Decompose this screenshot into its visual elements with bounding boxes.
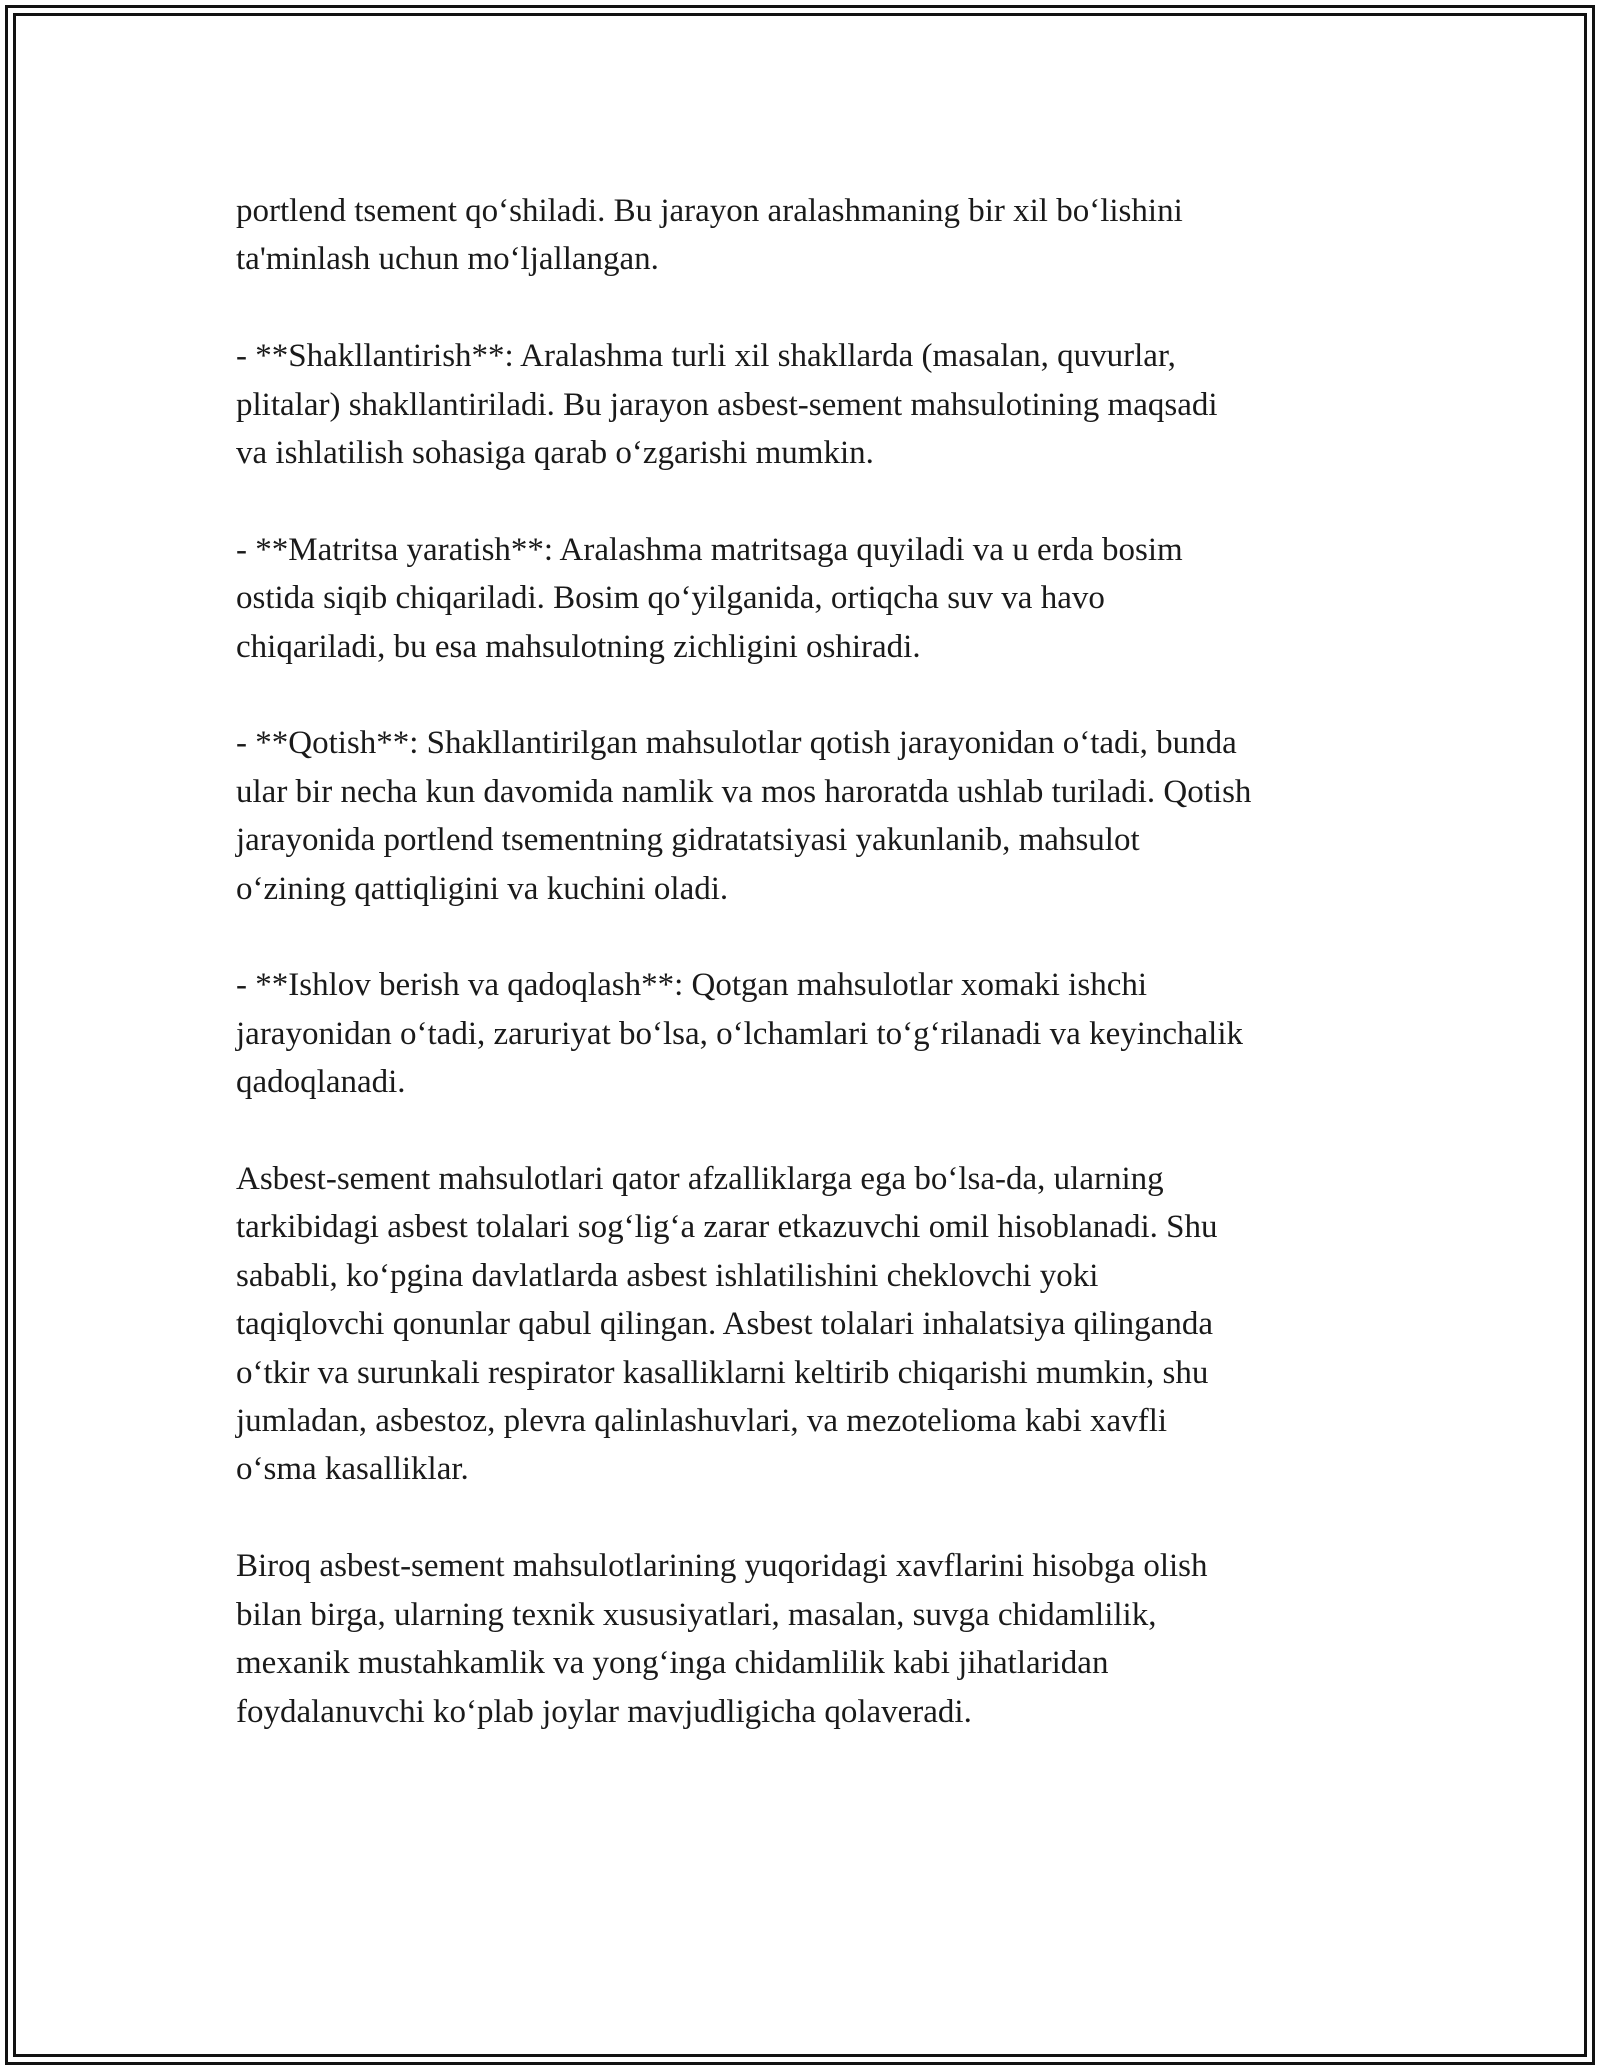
text-line: plitalar) shakllantiriladi. Bu jarayon asbest-sement mahsulotining maqsadi — [236, 386, 1218, 423]
text-line: - **Ishlov berish va qadoqlash**: Qotgan mahsulotlar xomaki ishchi — [236, 967, 1148, 1004]
text-line: sababli, ko‘pgina davlatlarda asbest ishlatilishini cheklovchi yoki — [236, 1257, 1099, 1294]
text-line: bilan birga, ularning texnik xususiyatlari, masalan, suvga chidamlilik, — [236, 1596, 1157, 1633]
text-line: taqiqlovchi qonunlar qabul qilingan. Asbest tolalari inhalatsiya qilinganda — [236, 1306, 1213, 1343]
text-line: ostida siqib chiqariladi. Bosim qo‘yilganida, ortiqcha suv va havo — [236, 580, 1105, 617]
text-line: - **Qotish**: Shakllantirilgan mahsulotlar qotish jarayonidan o‘tadi, bunda — [236, 725, 1237, 762]
text-line: chiqariladi, bu esa mahsulotning zichligini oshiradi. — [236, 628, 921, 665]
paragraph-ishlov — [236, 961, 1386, 1106]
document-body — [236, 187, 1386, 1736]
paragraph-qotish — [236, 719, 1386, 913]
text-line: o‘zining qattiqligini va kuchini oladi. — [236, 870, 729, 907]
text-line: ular bir necha kun davomida namlik va mos haroratda ushlab turiladi. Qotish — [236, 773, 1252, 810]
text-line: o‘tkir va surunkali respirator kasalliklarni keltirib chiqarishi mumkin, shu — [236, 1354, 1209, 1391]
text-line: - **Matritsa yaratish**: Aralashma matritsaga quyiladi va u erda bosim — [236, 531, 1183, 568]
text-line: va ishlatilish sohasiga qarab o‘zgarishi mumkin. — [236, 435, 874, 472]
text-line: portlend tsement qo‘shiladi. Bu jarayon aralashmaning bir xil bo‘lishini — [236, 193, 1183, 229]
text-line: jarayonida portlend tsementning gidratatsiyasi yakunlanib, mahsulot — [236, 822, 1140, 859]
paragraph-asbest-risks — [236, 1155, 1386, 1494]
text-line: ta'minlash uchun mo‘ljallangan. — [236, 241, 659, 278]
text-line: - **Shakllantirish**: Aralashma turli xil shakllarda (masalan, quvurlar, — [236, 338, 1176, 375]
text-line: mexanik mustahkamlik va yong‘inga chidamlilik kabi jihatlaridan — [236, 1645, 1109, 1682]
text-line: o‘sma kasalliklar. — [236, 1451, 469, 1488]
paragraph-matritsa — [236, 526, 1386, 671]
paragraph-intro — [236, 187, 1386, 284]
paragraph-conclusion — [236, 1542, 1386, 1736]
text-line: tarkibidagi asbest tolalari sog‘lig‘a zarar etkazuvchi omil hisoblanadi. Shu — [236, 1209, 1218, 1246]
text-line: jumladan, asbestoz, plevra qalinlashuvlari, va mezotelioma kabi xavfli — [236, 1403, 1168, 1440]
text-line: Asbest-sement mahsulotlari qator afzalliklarga ega bo‘lsa-da, ularning — [236, 1161, 1164, 1198]
text-line: foydalanuvchi ko‘plab joylar mavjudligicha qolaveradi. — [236, 1693, 972, 1730]
text-line: Biroq asbest-sement mahsulotlarining yuqoridagi xavflarini hisobga olish — [236, 1548, 1208, 1585]
text-line: qadoqlanadi. — [236, 1064, 406, 1101]
text-line: jarayonidan o‘tadi, zaruriyat bo‘lsa, o‘lchamlari to‘g‘rilanadi va keyinchalik — [236, 1015, 1244, 1052]
paragraph-shakllantirish — [236, 332, 1386, 477]
